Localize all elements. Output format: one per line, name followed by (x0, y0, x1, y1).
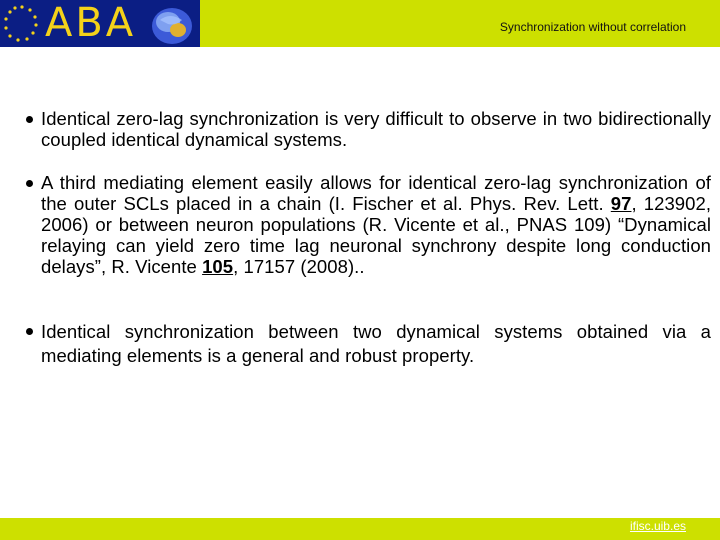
bullet-icon (26, 116, 33, 123)
footer-link[interactable]: ifisc.uib.es (629, 519, 686, 533)
footer-bar (0, 518, 720, 540)
bullet-item (23, 172, 711, 277)
bullet-text (41, 172, 711, 277)
volume-number: 105 (202, 256, 234, 277)
bullet-text-part: , 17157 (2008).. (233, 256, 365, 277)
bullet-icon (26, 180, 33, 187)
bullet-item (23, 108, 711, 150)
slide-title: Synchronization without correlation (499, 20, 686, 34)
bullet-item (23, 320, 711, 368)
bullet-text: Identical zero-lag synchronization is very difficult to observe in two bidirectionally coupled identical dynamical systems. (41, 108, 711, 150)
bullet-text-part: , 123902, 2006) or between neuron populations (R. Vicente et al., PNAS 109) “Dynamical relaying can yield zero time lag neuronal synchrony despite long conduction delays”, R. Vicente (41, 193, 712, 277)
bullet-icon (26, 328, 33, 335)
brain-icon (152, 8, 192, 44)
bullet-text: Identical synchronization between two dynamical systems obtained via a mediating elements is a general and robust property. (41, 321, 711, 366)
volume-number: 97 (610, 193, 632, 214)
aba-logo (0, 0, 200, 47)
bullet-text-part: A third mediating element easily allows for identical zero-lag synchronization of the outer SCLs placed in a chain (I. Fischer et al. Phys. Rev. Lett. (41, 172, 711, 214)
logo-text: ABA (45, 0, 137, 46)
